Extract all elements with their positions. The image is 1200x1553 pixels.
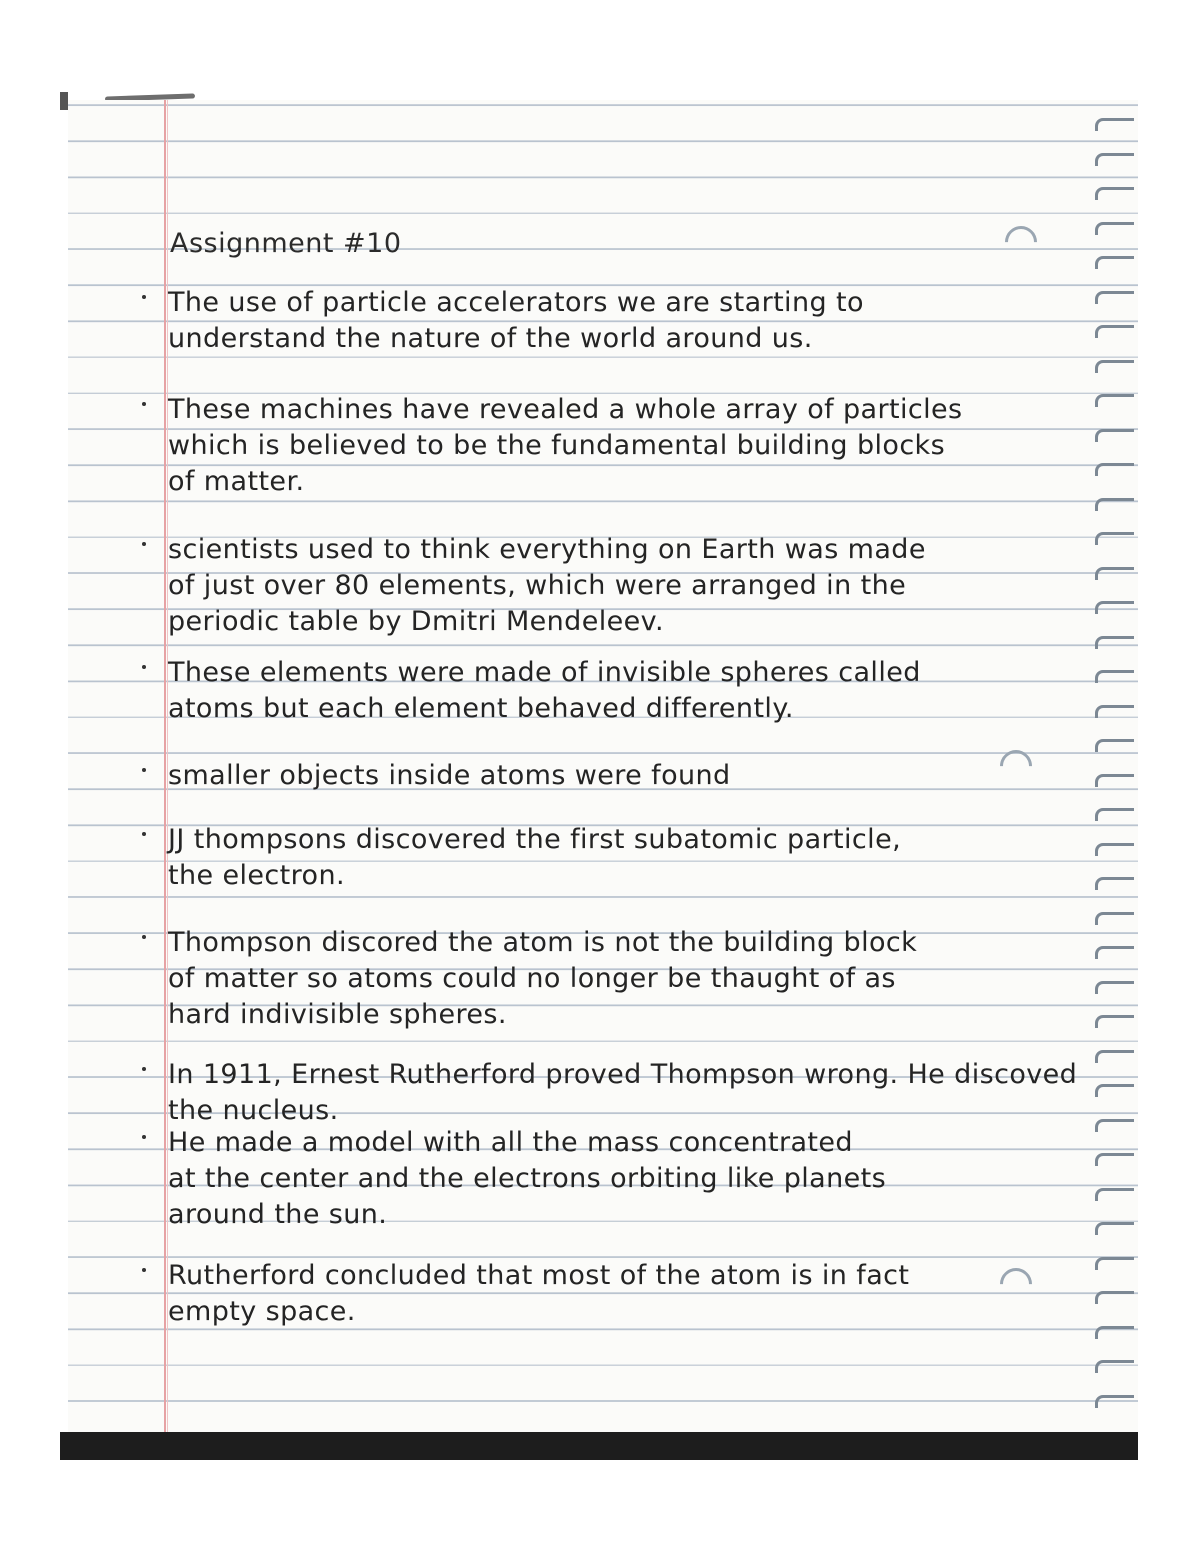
spiral-coil	[1095, 463, 1134, 476]
note-item	[168, 1258, 909, 1330]
note-line: In 1911, Ernest Rutherford proved Thompson wrong. He discoved	[168, 1059, 1078, 1090]
note-item	[168, 655, 921, 727]
spiral-coil	[1095, 1188, 1134, 1201]
spiral-coil	[1095, 739, 1134, 752]
scan-edge-bottom	[60, 1432, 1138, 1460]
bullet-point	[142, 542, 146, 546]
note-line: periodic table by Dmitri Mendeleev.	[168, 606, 664, 637]
note-item	[168, 925, 917, 1033]
bullet-point	[142, 935, 146, 939]
spiral-coil	[1095, 843, 1134, 856]
bullet-point	[142, 1268, 146, 1272]
spiral-coil	[1095, 1119, 1134, 1132]
bullet-point	[142, 1067, 146, 1071]
spiral-coil	[1095, 1326, 1134, 1339]
note-item	[168, 1125, 886, 1233]
note-line: at the center and the electrons orbiting like planets	[168, 1163, 887, 1194]
note-item	[168, 532, 926, 640]
spiral-coil	[1095, 187, 1134, 200]
spiral-coil	[1095, 325, 1134, 338]
bullet-point	[142, 402, 146, 406]
scan-edge-mark	[60, 92, 68, 110]
note-line: He made a model with all the mass concentrated	[168, 1127, 853, 1158]
bullet-point	[142, 295, 146, 299]
note-line: smaller objects inside atoms were found	[168, 760, 731, 791]
note-line: These machines have revealed a whole array of particles	[168, 394, 963, 425]
spiral-coil	[1095, 394, 1134, 407]
spiral-binding	[1095, 110, 1140, 1430]
spiral-coil	[1095, 636, 1134, 649]
spiral-coil	[1095, 1395, 1134, 1408]
bullet-point	[142, 832, 146, 836]
spiral-coil	[1095, 808, 1134, 821]
spiral-coil	[1095, 946, 1134, 959]
spiral-coil	[1095, 1153, 1134, 1166]
spiral-coil	[1095, 1084, 1134, 1097]
spiral-coil	[1095, 1360, 1134, 1373]
bullet-point	[142, 768, 146, 772]
spiral-coil	[1095, 498, 1134, 511]
note-line: the nucleus.	[168, 1095, 339, 1126]
note-item	[168, 392, 963, 500]
spiral-coil	[1095, 774, 1134, 787]
note-line: understand the nature of the world around us.	[168, 323, 813, 354]
note-line: empty space.	[168, 1296, 356, 1327]
spiral-coil	[1095, 877, 1134, 890]
spiral-coil	[1095, 1257, 1134, 1270]
note-item	[168, 1057, 1077, 1129]
bullet-point	[142, 1135, 146, 1139]
spiral-coil	[1095, 981, 1134, 994]
note-item	[168, 758, 731, 794]
note-line: hard indivisible spheres.	[168, 999, 507, 1030]
spiral-coil	[1095, 1222, 1134, 1235]
note-item	[168, 822, 901, 894]
spiral-coil	[1095, 1015, 1134, 1028]
note-line: scientists used to think everything on Earth was made	[168, 534, 926, 565]
note-line: atoms but each element behaved differently.	[168, 693, 794, 724]
spiral-coil	[1095, 912, 1134, 925]
note-line: of matter so atoms could no longer be thaught of as	[168, 963, 896, 994]
spiral-coil	[1095, 705, 1134, 718]
spiral-coil	[1095, 601, 1134, 614]
note-line: Thompson discored the atom is not the building block	[168, 927, 918, 958]
note-line: of just over 80 elements, which were arranged in the	[168, 570, 907, 601]
spiral-coil	[1095, 153, 1134, 166]
spiral-coil	[1095, 670, 1134, 683]
margin-line	[164, 100, 166, 1432]
assignment-title: Assignment #10	[170, 228, 402, 259]
spiral-coil	[1095, 1050, 1134, 1063]
note-line: the electron.	[168, 860, 345, 891]
spiral-coil	[1095, 1291, 1134, 1304]
note-line: around the sun.	[168, 1199, 388, 1230]
bullet-point	[142, 665, 146, 669]
note-line: which is believed to be the fundamental building blocks	[168, 430, 946, 461]
spiral-coil	[1095, 429, 1134, 442]
spiral-coil	[1095, 360, 1134, 373]
note-line: JJ thompsons discovered the first subatomic particle,	[168, 824, 902, 855]
spiral-coil	[1095, 222, 1134, 235]
spiral-coil	[1095, 532, 1134, 545]
spiral-coil	[1095, 118, 1134, 131]
note-item	[168, 285, 864, 357]
spiral-coil	[1095, 256, 1134, 269]
spiral-coil	[1095, 567, 1134, 580]
note-line: Rutherford concluded that most of the atom is in fact	[168, 1260, 910, 1291]
spiral-coil	[1095, 291, 1134, 304]
note-line: The use of particle accelerators we are starting to	[168, 287, 864, 318]
note-line: These elements were made of invisible spheres called	[168, 657, 921, 688]
note-line: of matter.	[168, 466, 305, 497]
